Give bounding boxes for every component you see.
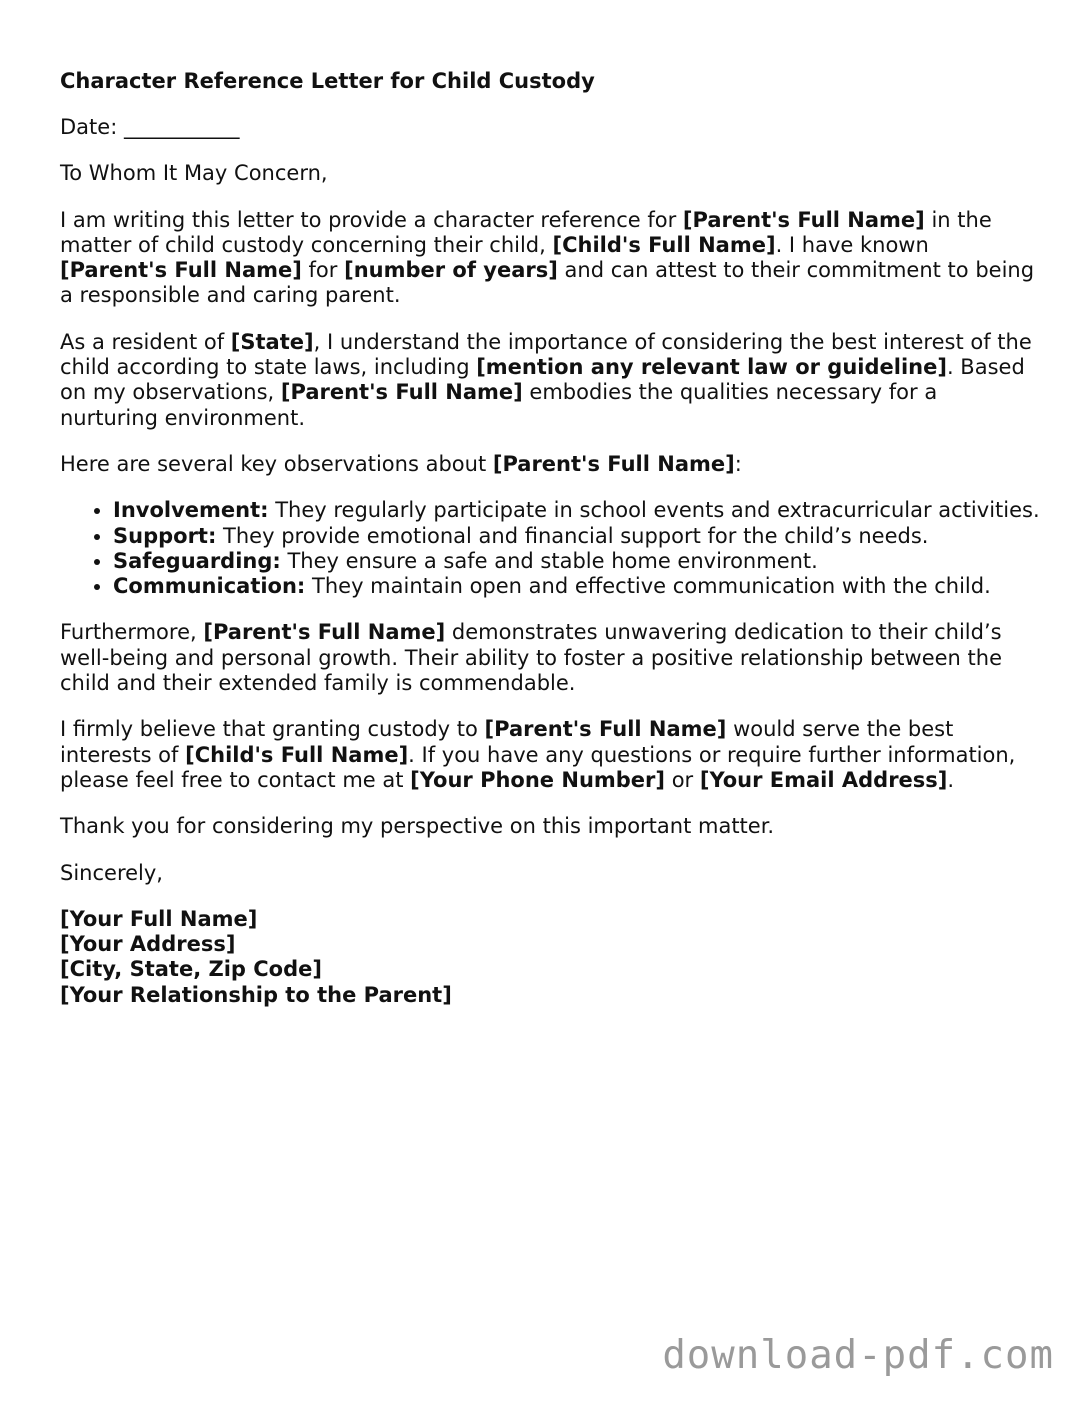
placeholder-parent-name: [Parent's Full Name]: [203, 620, 446, 645]
placeholder-state: [State]: [230, 329, 314, 354]
intro-paragraph: [60, 208, 1040, 309]
signature-address: [Your Address]: [60, 932, 236, 957]
text-run: Furthermore,: [60, 620, 204, 645]
observation-text: They provide emotional and financial support for the child’s needs.: [216, 523, 929, 548]
list-item: [113, 498, 1040, 523]
text-run: :: [734, 451, 742, 476]
list-item: [113, 524, 1040, 549]
text-run: . If you have any questions or require further information, please feel free to contact me at: [60, 742, 1016, 792]
placeholder-phone-number: [Your Phone Number]: [410, 767, 666, 792]
text-run: and can attest to their commitment to being a responsible and caring parent.: [60, 258, 1035, 308]
text-run: demonstrates unwavering dedication to their child’s well-being and personal growth. Their ability to foster a positive relationship between the child and their extended family is commendable.: [60, 620, 1002, 696]
text-run: , I understand the importance of considering the best interest of the child according to state laws, including: [60, 329, 1032, 380]
observation-label: Communication:: [113, 574, 306, 599]
observation-text: They regularly participate in school events and extracurricular activities.: [268, 498, 1040, 523]
list-item: [113, 549, 1040, 574]
observation-text: They maintain open and effective communication with the child.: [305, 574, 991, 599]
date-line: Date: ___________: [60, 115, 240, 139]
observation-label: Safeguarding:: [113, 548, 281, 573]
placeholder-parent-name: [Parent's Full Name]: [682, 207, 925, 232]
text-run: or: [665, 767, 700, 792]
placeholder-parent-name: [Parent's Full Name]: [60, 258, 302, 283]
custody-paragraph: [60, 717, 1040, 793]
signature-relationship: [Your Relationship to the Parent]: [60, 982, 452, 1007]
observation-label: Support:: [113, 523, 217, 548]
observation-text: They ensure a safe and stable home environment.: [280, 548, 818, 573]
letter-page: [60, 68, 1040, 1008]
placeholder-parent-name: [Parent's Full Name]: [484, 717, 727, 742]
signature-block: [60, 907, 1040, 1008]
text-run: embodies the qualities necessary for a nurturing environment.: [60, 380, 938, 430]
text-run: I am writing this letter to provide a character reference for: [60, 207, 683, 232]
text-run: I firmly believe that granting custody to: [60, 717, 485, 742]
text-run: .: [947, 767, 955, 792]
text-run: in the matter of child custody concerning their child,: [60, 207, 992, 257]
placeholder-relevant-law: [mention any relevant law or guideline]: [476, 355, 947, 380]
observation-label: Involvement:: [113, 498, 269, 523]
text-run: . I have known: [775, 232, 929, 257]
signature-city: [City, State, Zip Code]: [60, 957, 322, 982]
closing: Sincerely,: [60, 860, 163, 885]
list-item: [113, 574, 1040, 599]
text-run: would serve the best interests of: [60, 717, 954, 767]
text-run: for: [301, 258, 345, 283]
observations-intro: [60, 452, 1040, 477]
signature-name: [Your Full Name]: [60, 906, 258, 931]
text-run: As a resident of: [60, 329, 231, 354]
text-run: . Based on my observations,: [60, 355, 1025, 405]
state-paragraph: [60, 330, 1040, 431]
salutation: To Whom It May Concern,: [60, 161, 328, 186]
placeholder-email-address: [Your Email Address]: [699, 767, 948, 792]
observations-list: [60, 498, 1040, 599]
placeholder-number-of-years: [number of years]: [344, 258, 558, 283]
document-title: Character Reference Letter for Child Custody: [60, 69, 595, 93]
text-run: Here are several key observations about: [60, 451, 493, 476]
placeholder-child-name: [Child's Full Name]: [552, 232, 776, 257]
watermark: download-pdf.com: [662, 1333, 1054, 1378]
thanks-paragraph: Thank you for considering my perspective on this important matter.: [60, 814, 775, 839]
placeholder-parent-name: [Parent's Full Name]: [280, 380, 523, 405]
dedication-paragraph: [60, 620, 1040, 696]
placeholder-parent-name: [Parent's Full Name]: [492, 451, 735, 476]
placeholder-child-name: [Child's Full Name]: [185, 742, 409, 767]
